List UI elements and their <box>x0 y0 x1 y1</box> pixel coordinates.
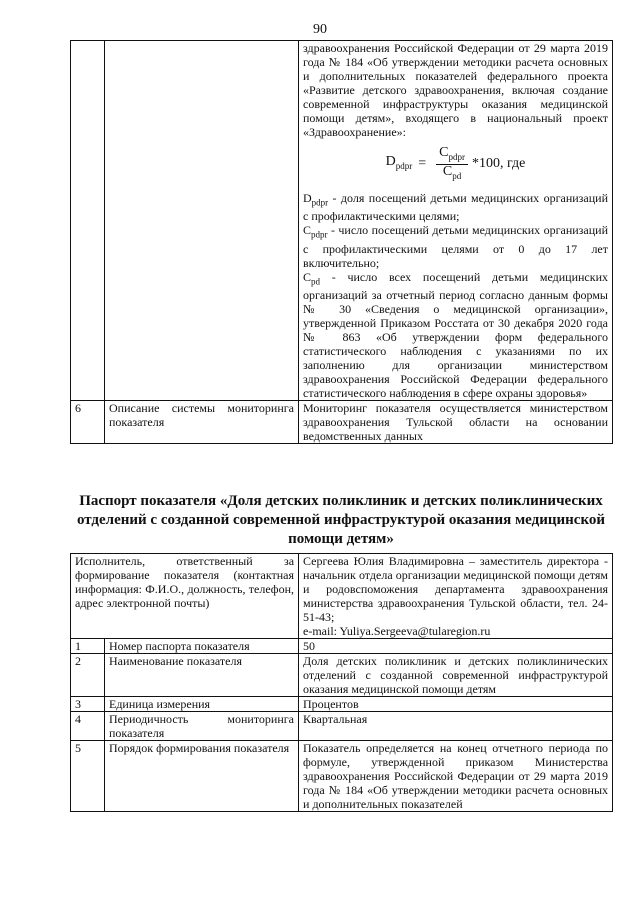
executor-email: e-mail: Yuliya.Sergeeva@tularegion.ru <box>303 624 491 638</box>
definition-item: $C_{pdpr}$ - число посещений детьми медицинских организаций с профилактическими целями от 0 до 17 лет включительно; <box>303 223 608 270</box>
table-row <box>71 639 613 654</box>
row-value: Доля детских поликлиник и детских поликлинических отделений с созданной современной инфраструктурой оказания медицинской помощи детям <box>299 654 613 697</box>
row-value: 50 <box>299 639 613 654</box>
table-row <box>71 554 613 639</box>
table-row <box>71 741 613 812</box>
row-value: Процентов <box>299 697 613 712</box>
row-number: 3 <box>71 697 105 712</box>
row-number: 2 <box>71 654 105 697</box>
formula-where: , где <box>499 156 526 171</box>
passport-heading: Паспорт показателя «Доля детских поликлиник и детских поликлинических отделений с созданной современной инфраструктурой оказания медицинской помощи детям» <box>76 493 606 547</box>
table-row <box>71 401 613 444</box>
table-row <box>71 712 613 741</box>
row-label: Периодичность мониторинга показателя <box>105 712 299 741</box>
row-number: 1 <box>71 639 105 654</box>
passport-table <box>70 553 613 812</box>
equals-sign: = <box>418 156 427 171</box>
executor-value <box>299 554 613 639</box>
table-cell-value <box>299 41 613 401</box>
row-value: Мониторинг показателя осуществляется министерством здравоохранения Тульской области на основании ведомственных данных <box>299 401 613 444</box>
table-row <box>71 41 613 401</box>
row-number: 4 <box>71 712 105 741</box>
row-label: Порядок формирования показателя <box>105 741 299 812</box>
formula-lhs: $D_{pdpr}$ <box>385 154 413 171</box>
formula-numerator: $C_{pdpr}$ <box>436 146 468 165</box>
table-row <box>71 654 613 697</box>
row-label: Номер паспорта показателя <box>105 639 299 654</box>
definition-item: $C_{pd}$ - число всех посещений детьми медицинских организаций за отчетный период согласно данным формы № 30 «Сведения о медицинской организации», утвержденной Приказом Росстата от 30 декабря 2020 года № 863 «Об утверждении форм федерального статистического наблюдения с указаниями по их заполнению для организации министерством здравоохранения Российской Федерации федерального статистического наблюдения в сфере охраны здоровья» <box>303 269 608 401</box>
row-value: Показатель определяется на конец отчетного периода по формуле, утвержденной приказом Министерства здравоохранения Российской Федерации от 29 марта 2019 года № 184 «Об утверждении методики расчета основных и дополнительных показателей <box>299 741 613 812</box>
formula-fraction <box>436 146 468 183</box>
table-cell-num <box>71 41 105 401</box>
definition-item: $D_{pdpr}$ - доля посещений детьми медицинских организаций с профилактическими целями; <box>303 191 608 224</box>
formula-denominator: $C_{pd}$ <box>442 163 462 181</box>
calculation-text: здравоохранения Российской Федерации от 29 марта 2019 года № 184 «Об утверждении методики расчета основных и дополнительных показателей федерального проекта «Развитие детского здравоохранения, включая создание современной инфраструктуры оказания медицинской помощи детям», входящего в национальный проект «Здравоохранение»: <box>303 41 608 139</box>
row-number: 6 <box>71 401 105 444</box>
row-number: 5 <box>71 741 105 812</box>
indicator-table-continued <box>70 40 613 444</box>
table-row <box>71 697 613 712</box>
executor-info: Сергеева Юлия Владимировна – заместитель директора - начальник отдела организации медицинской помощи детям и родовспоможения департамента здравоохранения министерства здравоохранения Тульской области, тел. 24-51-43; <box>303 554 609 624</box>
table-cell-label <box>105 41 299 401</box>
formula <box>303 141 608 187</box>
row-label: Единица измерения <box>105 697 299 712</box>
executor-label: Исполнитель, ответственный за формирование показателя (контактная информация: Ф.И.О., должность, телефон, адрес электронной почты) <box>71 554 299 639</box>
row-label: Описание системы мониторинга показателя <box>105 401 299 444</box>
formula-multiplier: *100 <box>471 156 500 171</box>
page-number: 90 <box>313 22 327 37</box>
row-value: Квартальная <box>299 712 613 741</box>
row-label: Наименование показателя <box>105 654 299 697</box>
